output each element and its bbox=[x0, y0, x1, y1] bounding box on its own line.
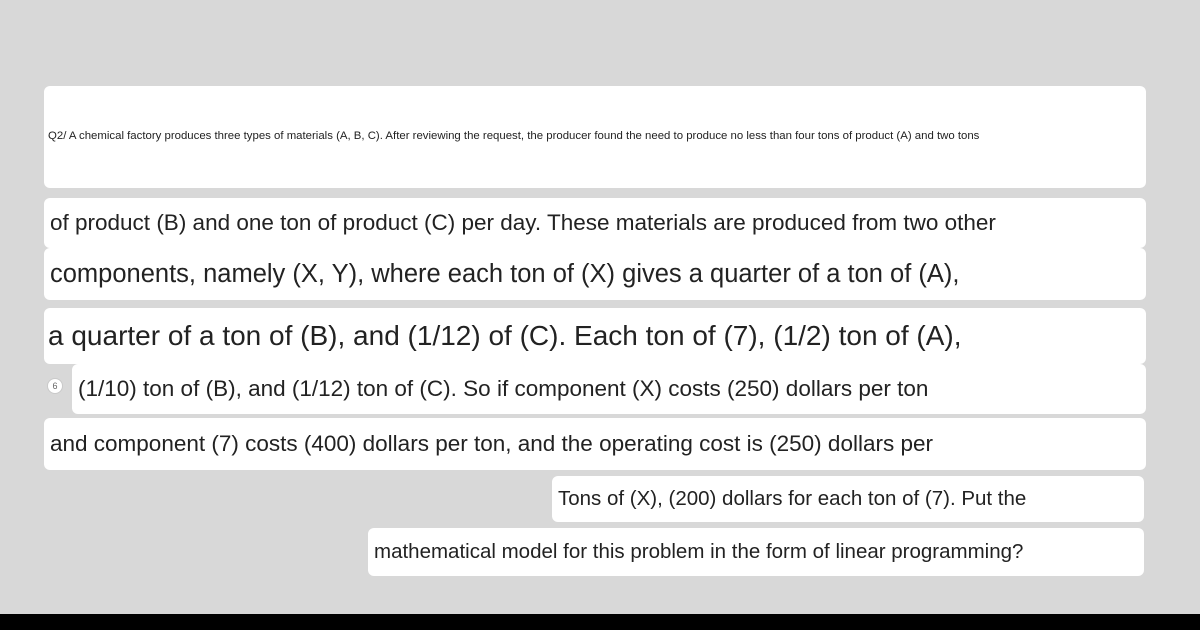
question-line-1 bbox=[44, 86, 1146, 188]
question-line-8 bbox=[368, 528, 1144, 576]
question-line-3 bbox=[44, 248, 1146, 300]
question-line-7 bbox=[552, 476, 1144, 522]
question-text-4: a quarter of a ton of (B), and (1/12) of (C). Each ton of (7), (1/2) ton of (A), bbox=[48, 320, 962, 351]
question-text-8: mathematical model for this problem in the form of linear programming? bbox=[374, 540, 1024, 563]
question-line-5 bbox=[72, 364, 1146, 414]
page-number-badge: 6 bbox=[47, 378, 63, 394]
question-text-2: of product (B) and one ton of product (C) per day. These materials are produced from two other bbox=[50, 210, 996, 235]
question-text-7: Tons of (X), (200) dollars for each ton of (7). Put the bbox=[558, 487, 1027, 510]
question-text-3: components, namely (X, Y), where each ton of (X) gives a quarter of a ton of (A), bbox=[50, 259, 960, 288]
question-line-6 bbox=[44, 418, 1146, 470]
question-line-4 bbox=[44, 308, 1146, 364]
bottom-black-bar bbox=[0, 614, 1200, 630]
question-text-6: and component (7) costs (400) dollars per ton, and the operating cost is (250) dollars per bbox=[50, 431, 933, 456]
question-text-5: (1/10) ton of (B), and (1/12) ton of (C). So if component (X) costs (250) dollars per ton bbox=[78, 376, 929, 401]
question-line-2 bbox=[44, 198, 1146, 248]
question-text-1: Q2/ A chemical factory produces three types of materials (A, B, C). After reviewing the request, the producer found the need to produce no less than four tons of product (A) and two tons bbox=[48, 130, 980, 142]
